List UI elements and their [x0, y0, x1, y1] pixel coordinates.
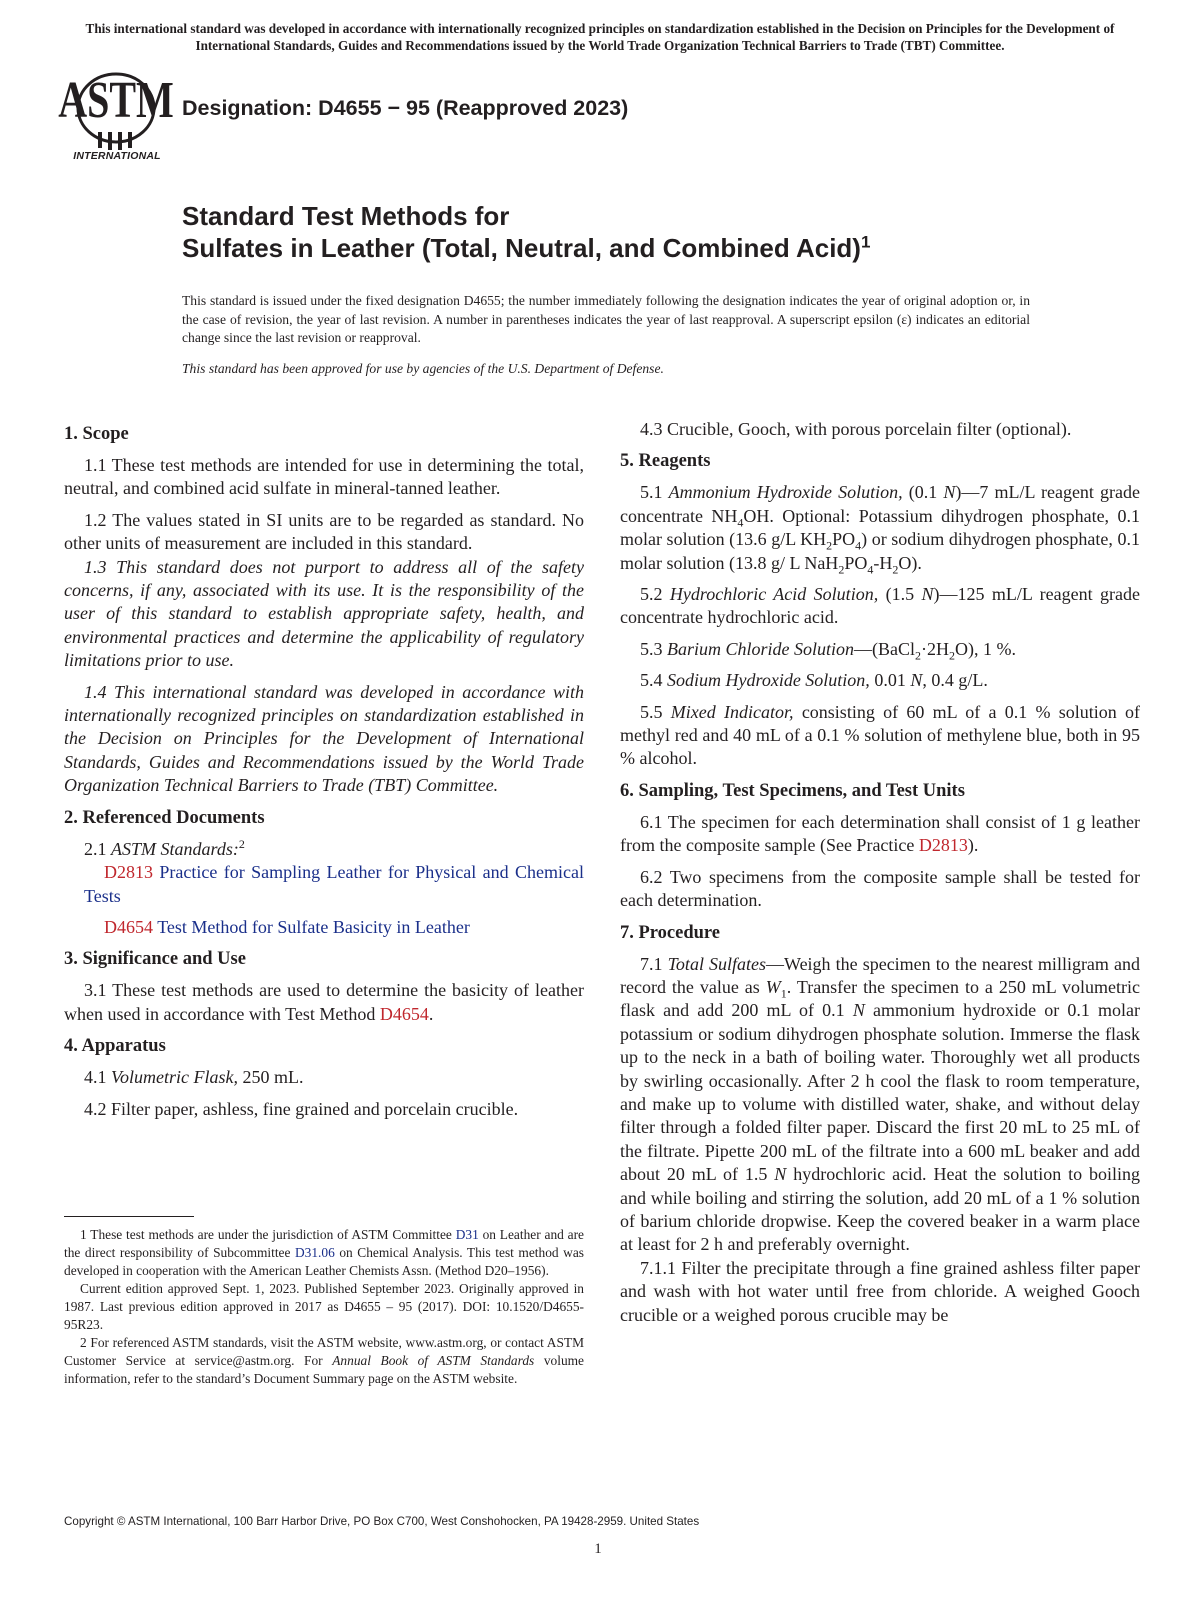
para-1-1: 1.1 These test methods are intended for use in determining the total, neutral, and combined acid sulfate in mineral-tanned leather. — [64, 455, 584, 499]
ref-d2813[interactable] — [64, 861, 584, 908]
title-footnote-mark: 1 — [860, 232, 871, 252]
wto-banner: This international standard was developed in accordance with internationally recognized principles on standardization established in the Decision on Principles for the Development of International Standards, Guides and Recommendations issued by the World Trade Organization Technical Barriers to Trade (TBT) Committee. — [85, 21, 1115, 53]
document-title — [182, 200, 870, 264]
title-line-1: Standard Test Methods for — [182, 201, 510, 231]
para-2-1: 2.1 ASTM Standards:$^2$ — [84, 836, 245, 859]
para-5-1: 5.1 Ammonium Hydroxide Solution, (0.1 N)—7 mL/L reagent grade concentrate $NH_4OH$. Optional: Potassium dihydrogen phosphate, 0.1 molar solution (13.6 g/L $KH_2PO_4$) or sodium dihydrogen phosphate, 0.1 molar solution (13.8 g/ L $NaH_2PO_4-H_2O$). — [620, 482, 1141, 577]
d31-06-link[interactable]: D31.06 — [295, 1245, 335, 1260]
para-7-1-1: 7.1.1 Filter the precipitate through a fine grained ashless filter paper and wash with hot water until free from chloride. A weighed Gooch crucible or a weighed porous crucible may be — [620, 1257, 1140, 1325]
title-line-2: Sulfates in Leather (Total, Neutral, and Combined Acid)$^1$ — [182, 232, 871, 263]
page-number: 1 — [594, 1541, 602, 1557]
edition-note: Current edition approved Sept. 1, 2023. Published September 2023. Originally approved in 1987. Last previous edition approved in 2017 as D4655 – 95 (2017). DOI: 10.1520/D4655-95R23. — [64, 1281, 584, 1332]
left-column — [64, 418, 584, 1129]
astm-logo-icon — [58, 70, 174, 152]
footnote-1: 1 These test methods are under the jurisdiction of ASTM Committee D31 on Leather and are the direct responsibility of Subcommittee D31.06 on Chemical Analysis. This test method was developed in cooperation with the American Leather Chemists Assn. (Method D20–1956). — [64, 1227, 584, 1278]
dod-approval-note: This standard has been approved for use by agencies of the U.S. Department of Defense. — [182, 361, 664, 376]
section-7-heading: 7. Procedure — [620, 922, 721, 943]
copyright-line: Copyright © ASTM International, 100 Barr Harbor Drive, PO Box C700, West Conshohocken, PA 19428-2959. United States — [64, 1515, 700, 1528]
section-4-heading: 4. Apparatus — [64, 1036, 166, 1057]
d2813-link[interactable]: D2813 — [918, 835, 968, 856]
section-3-heading: 3. Significance and Use — [64, 949, 246, 970]
designation: Designation: D4655 − 95 (Reapproved 2023) — [182, 96, 629, 120]
astm-logo — [58, 70, 174, 170]
para-6-1: 6.1 The specimen for each determination shall consist of 1 g leather from the composite sample (See Practice D2813). — [620, 811, 1140, 856]
section-5-heading: 5. Reagents — [620, 451, 711, 472]
para-7-1: 7.1 Total Sulfates—Weigh the specimen to the nearest milligram and record the value as $W_1$. Transfer the specimen to a 250 mL volumetric flask and add 200 mL of 0.1 N ammonium hydroxide or 0.1 molar potassium or sodium dihydrogen phosphate solution. Immerse the flask up to the neck in a bath of boiling water. Thoroughly wet all products by swirling occasionally. After 2 h cool the flask to room temperature, and make up to volume with distilled water, shake, and without delay filter through a folded filter paper. Discard the first 20 mL to 25 mL of the filtrate. Pipette 200 mL of the filtrate into a 600 mL beaker and add about 20 mL of 1.5 N hydrochloric acid. Heat the solution to boiling and while boiling and stirring the solution, add 20 mL of a 1 % solution of barium chloride dropwise. Keep the covered beaker in a warm place at least for 2 h and preferably overnight. — [620, 953, 1141, 1255]
ref-title-link[interactable]: Test Method for Sulfate Basicity in Leather — [157, 916, 470, 937]
section-6-heading: 6. Sampling, Test Specimens, and Test Units — [620, 780, 965, 801]
para-6-2: 6.2 Two specimens from the composite sample shall be tested for each determination. — [620, 866, 1140, 911]
ref-title-link[interactable]: Practice for Sampling Leather for Physical and Chemical Tests — [84, 862, 584, 906]
ref-code-link[interactable]: D2813 — [104, 862, 153, 883]
issue-note: This standard is issued under the fixed designation D4655; the number immediately following the designation indicates the year of original adoption or, in the case of revision, the year of last revision. A number in parentheses indicates the year of last reapproval. A superscript epsilon (ε) indicates an editorial change since the last revision or reapproval. — [182, 293, 1030, 345]
section-2-heading: 2. Referenced Documents — [64, 807, 265, 828]
para-5-5: 5.5 Mixed Indicator, consisting of 60 mL of a 0.1 % solution of methyl red and 40 mL of a 0.1 % solution of methylene blue, both in 95 % alcohol. — [620, 701, 1141, 769]
para-5-2: 5.2 Hydrochloric Acid Solution, (1.5 N)—125 mL/L reagent grade concentrate hydrochloric acid. — [620, 584, 1140, 628]
footnotes — [64, 1226, 584, 1388]
ref-d4654[interactable] — [64, 916, 584, 939]
section-1-heading: 1. Scope — [64, 424, 129, 444]
para-1-2: 1.2 The values stated in SI units are to be regarded as standard. No other units of measurement are included in this standard. — [64, 509, 584, 554]
para-1-3-text: 1.3 This standard does not purport to address all of the safety concerns, if any, associated with its use. It is the responsibility of the user of this standard to establish appropriate safety, health, and environmental practices and determine the applicability of regulatory limitations prior to use. — [64, 556, 584, 671]
para-4-3: 4.3 Crucible, Gooch, with porous porcelain filter (optional). — [640, 419, 1072, 439]
footnote-divider — [64, 1216, 194, 1217]
ref-code-link[interactable]: D4654 — [104, 916, 153, 937]
logo-international-text: INTERNATIONAL — [73, 150, 161, 162]
svg-text:ASTM: ASTM — [58, 71, 174, 130]
footnote-2: 2 For referenced ASTM standards, visit the ASTM website, www.astm.org, or contact ASTM Customer Service at service@astm.org. For Annual Book of ASTM Standards volume information, refer to the standard’s Document Summary page on the ASTM website. — [64, 1335, 584, 1386]
para-1-4: 1.4 This international standard was developed in accordance with internationally recognized principles on standardization established in the Decision on Principles for the Development of International Standards, Guides and Recommendations issued by the World Trade Organization Technical Barriers to Trade (TBT) Committee. — [64, 681, 584, 796]
para-4-2: 4.2 Filter paper, ashless, fine grained and porcelain crucible. — [84, 1098, 519, 1119]
para-5-3: 5.3 Barium Chloride $Solution—(BaCl_2\cdot 2H_2O)$, 1 %. — [640, 638, 1017, 663]
para-4-1: 4.1 Volumetric Flask, 250 mL. — [84, 1067, 304, 1088]
right-column — [620, 418, 1140, 1335]
para-5-4: 5.4 Sodium Hydroxide Solution, 0.01 N, 0.4 g/L. — [640, 670, 988, 691]
d4654-link[interactable]: D4654 — [379, 1003, 429, 1024]
d31-link[interactable]: D31 — [455, 1227, 479, 1242]
para-3-1: 3.1 These test methods are used to determine the basicity of leather when used in accordance with Test Method D4654. — [64, 980, 584, 1024]
